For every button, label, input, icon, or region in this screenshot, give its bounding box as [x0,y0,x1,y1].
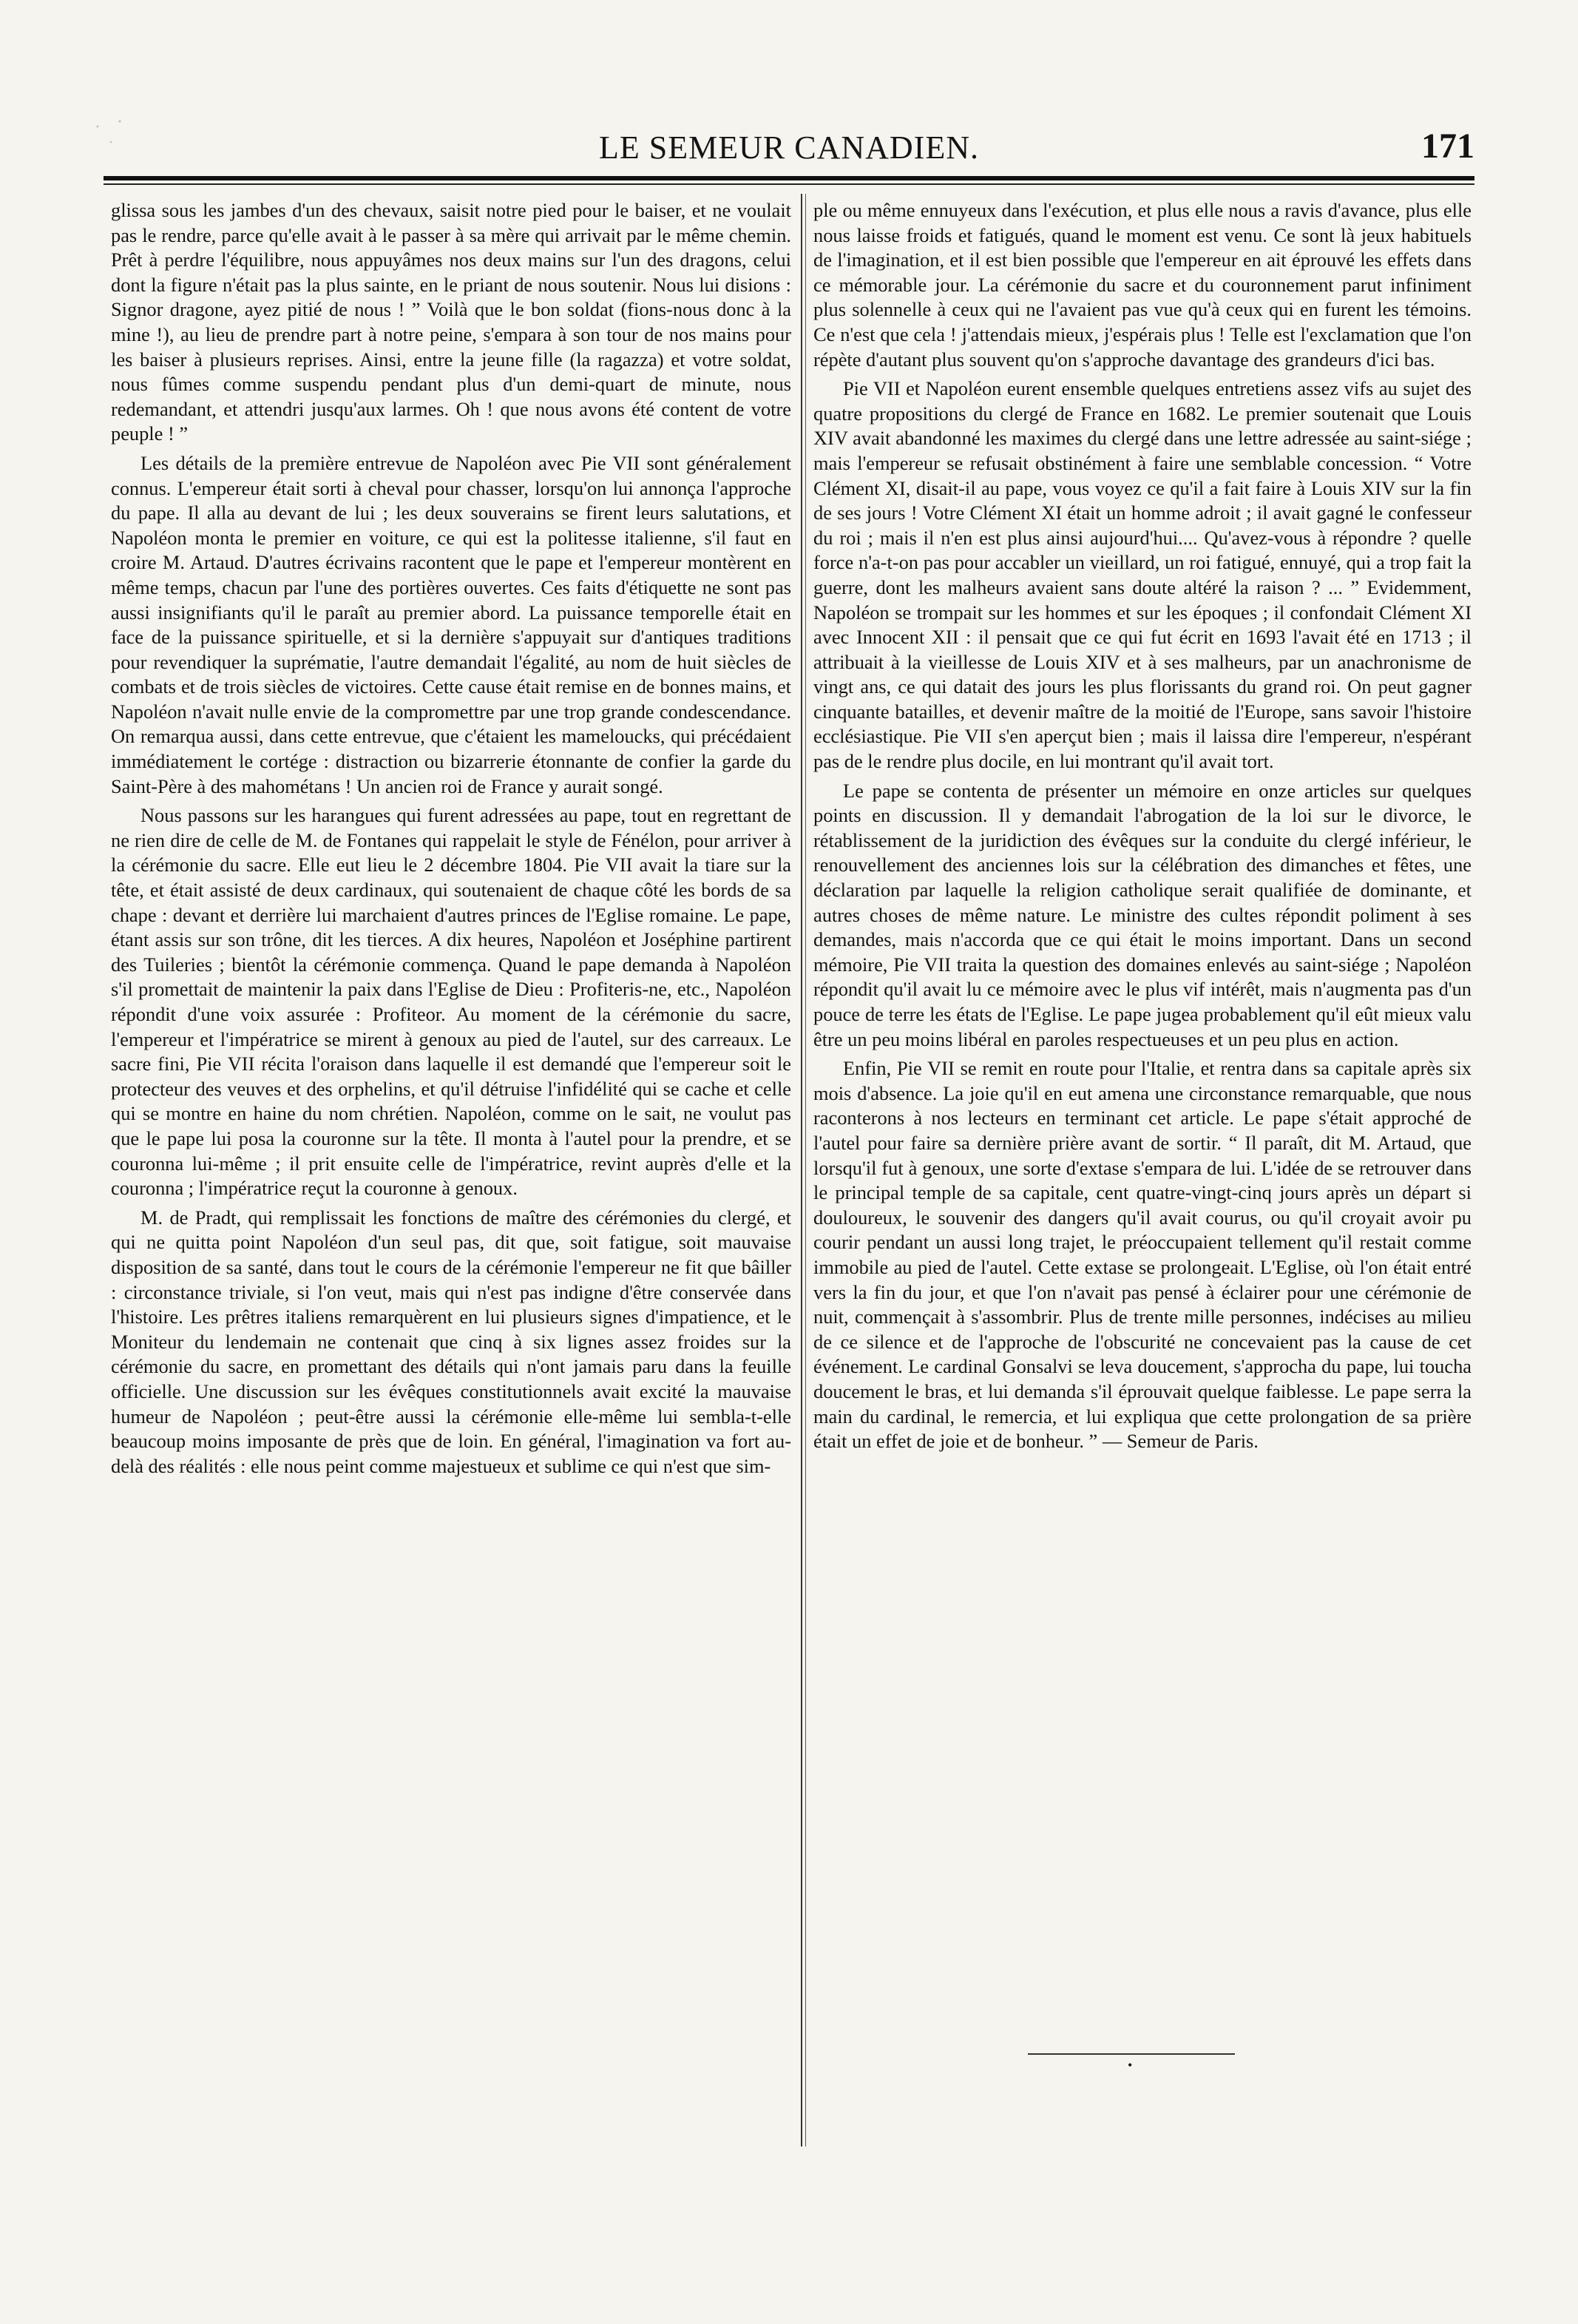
paragraph: Pie VII et Napoléon eurent ensemble quelques entretiens assez vifs au sujet des quatre propositions du clergé de France en 1682. Le premier soutenait que Louis XIV avait abandonné les maximes du clergé dans une lettre adressée au saint-siége ; mais l'empereur se refusait obstinément à faire une semblable concession. “ Votre Clément XI, disait-il au pape, vous voyez ce qu'il a fait faire à Louis XIV sur la fin de ses jours ! Votre Clément XI était un homme adroit ; il avait gagné le confesseur du roi ; mais il n'en est plus ainsi aujourd'hui.... Qu'avez-vous à répondre ? quelle force n'a-t-on pas pour accabler un vieillard, un roi fatigué, ennuyé, qui a trop fait la guerre, dont les malheurs avaient sans doute altéré la raison ? ... ” Evidemment, Napoléon se trompait sur les hommes et sur les époques ; il confondait Clément XI avec Innocent XII : il pensait que ce qui fut écrit en 1693 l'avait été en 1713 ; il attribuait à la vieillesse de Louis XIV et à ses malheurs, par un anachronisme de vingt ans, ce qui datait des jours les plus florissants du grand roi. On peut gagner cinquante batailles, et devenir maître de la moitié de l'Europe, sans savoir l'histoire ecclésiastique. Pie VII s'en aperçut bien ; mais il laissa dire l'empereur, n'espérant pas de le rendre plus docile, en lui montrant qu'il avait tort. [813,377,1472,773]
column-divider [801,194,802,2146]
page-number: 171 [1421,126,1474,166]
right-column [813,198,1472,1454]
end-of-article-dot: • [1128,2058,1133,2073]
paragraph: Le pape se contenta de présenter un mémoire en onze articles sur quelques points en discussion. Il y demandait l'abrogation de la loi sur le divorce, le rétablissement de la juridiction des évêques sur la conduite du clergé inférieur, le renouvellement des anciennes lois sur la célébration des dimanches et fêtes, une déclaration par laquelle la religion catholique serait qualifiée de dominante, et autres choses de même nature. Le ministre des cultes répondit poliment à ses demandes, mais n'accorda que ce qui était le moins important. Dans un second mémoire, Pie VII traita la question des domaines enlevés au saint-siége ; Napoléon répondit qu'il avait lu ce mémoire avec le plus vif intérêt, mais n'augmenta pas d'un pouce de terre les états de l'Eglise. Le pape jugea probablement qu'il eût mieux valu être un peu moins libéral en paroles respectueuses et un peu plus en action. [813,779,1472,1050]
paragraph: Les détails de la première entrevue de Napoléon avec Pie VII sont généralement connus. L'empereur était sorti à cheval pour chasser, lorsqu'on lui annonça l'approche du pape. Il alla au devant de lui ; les deux souverains se firent leurs salutations, et Napoléon monta le premier en voiture, ce qui est la politesse italienne, s'il faut en croire M. Artaud. D'autres écrivains racontent que le pape et l'empereur montèrent en même temps, chacun par l'une des portières ouvertes. Ces faits d'étiquette ne sont pas aussi insignifiants qu'il le paraît au premier abord. La puissance temporelle était en face de la puissance spirituelle, et si la dernière s'appuyait sur d'antiques traditions pour revendiquer la suprématie, l'autre demandait l'égalité, au nom de huit siècles de combats et de trois siècles de victoires. Cette cause était remise en de bonnes mains, et Napoléon n'avait nulle envie de la compromettre par une trop grande condescendance. On remarqua aussi, dans cette entrevue, que c'étaient les mameloucks, qui précédaient immédiatement le cortége : distraction ou bizarrerie étonnante de confier la garde du Saint-Père à des mahométans ! Un ancien roi de France y aurait songé. [111,451,791,797]
paragraph: glissa sous les jambes d'un des chevaux, saisit notre pied pour le baiser, et ne voulait pas le rendre, parce qu'elle avait à le passer à sa mère qui arrivait par le même chemin. Prêt à perdre l'équilibre, nous appuyâmes nos deux mains sur l'un des dragons, celui dont la figure n'était pas la plus sainte, en le priant de nous soutenir. Nous lui disions : Signor dragone, ayez pitié de nous ! ” Voilà que le bon soldat (fions-nous donc à la mine !), au lieu de prendre part à notre peine, s'empara à son tour de nos mains pour les baiser à plusieurs reprises. Ainsi, entre la jeune fille (la ragazza) et votre soldat, nous fûmes comme suspendu pendant plus d'un demi-quart de minute, nous redemandant, et attendri jusqu'aux larmes. Oh ! que nous avons été content de votre peuple ! ” [111,199,791,445]
column-divider-inner [805,194,806,2146]
left-column [111,198,791,1479]
paragraph: M. de Pradt, qui remplissait les fonctions de maître des cérémonies du clergé, et qui ne quitta point Napoléon d'un seul pas, dit que, soit fatigue, soit mauvaise disposition de sa santé, dans tout le cours de la cérémonie l'empereur ne fit que bâiller : circonstance triviale, si l'on veut, mais qui n'est pas indigne d'être conservée dans l'histoire. Les prêtres italiens remarquèrent en lui plusieurs signes d'impatience, et le Moniteur du lendemain ne contenait que cinq à six lignes assez froides sur la cérémonie du sacre, en promettant des détails qui n'ont jamais paru dans la feuille officielle. Une discussion sur les évêques constitutionnels avait excité la mauvaise humeur de Napoléon ; peut-être aussi la cérémonie elle-même lui sembla-t-elle beaucoup moins imposante de près que de loin. En général, l'imagination va fort au-delà des réalités : elle nous peint comme majestueux et sublime ce qui n'est que sim- [111,1206,791,1477]
paragraph: Enfin, Pie VII se remit en route pour l'Italie, et rentra dans sa capitale après six mois d'absence. La joie qu'il en eut amena une circonstance remarquable, que nous raconterons à nos lecteurs en terminant cet article. Le pape s'était approché de l'autel pour faire sa dernière prière avant de sortir. “ Il paraît, dit M. Artaud, que lorsqu'il fut à genoux, une sorte d'extase s'empara de lui. L'idée de se retrouver dans le principal temple de sa capitale, cent quatre-vingt-cinq jours après un départ si douloureux, le souvenir des dangers qu'il avait courus, ou qu'il croyait avoir pu courir pendant un aussi long trajet, le préoccupaient tellement qu'il restait comme immobile au pied de l'autel. Cette extase se prolongeait. L'Eglise, où l'on était entré vers la fin du jour, et que l'on n'avait pas pensé à éclairer pour une cérémonie de nuit, commençait à s'assombrir. Plus de trente mille personnes, indécises au milieu de ce silence et de l'approche de l'obscurité ne concevaient pas la cause de cet événement. Le cardinal Gonsalvi se leva doucement, s'approcha du pape, lui toucha doucement le bras, et lui demanda s'il éprouvait quelque faiblesse. Le pape serra la main du cardinal, le remercia, et lui expliqua que cette prolongation de sa prière était un effet de joie et de bonheur. ” — Semeur de Paris. [813,1057,1472,1453]
paragraph: Nous passons sur les harangues qui furent adressées au pape, tout en regrettant de ne rien dire de celle de M. de Fontanes qui rappelait le style de Fénélon, pour arriver à la cérémonie du sacre. Elle eut lieu le 2 décembre 1804. Pie VII avait la tiare sur la tête, et était assisté de deux cardinaux, qui soutenaient de chaque côté les bords de sa chape : devant et derrière lui marchaient d'autres princes de l'Eglise romaine. Le pape, étant assis sur son trône, dit les tierces. A dix heures, Napoléon et Joséphine partirent des Tuileries ; bientôt la cérémonie commença. Quand le pape demanda à Napoléon s'il promettait de maintenir la paix dans l'Eglise de Dieu : Profiteris-ne, etc., Napoléon répondit d'une voix assurée : Profiteor. Au moment de la cérémonie du sacre, l'empereur et l'impératrice se mirent à genoux au pied de l'autel, sur des carreaux. Le sacre fini, Pie VII récita l'oraison dans laquelle il est demandé que l'empereur soit le protecteur des veuves et des orphelins, et qu'il détruise l'infidélité qui se cache et celle qui se montre en haine du nom chrétien. Napoléon, comme on le sait, ne voulut pas que le pape lui posa la couronne sur la tête. Il monta à l'autel pour la prendre, et se couronna lui-même ; il prit ensuite celle de l'impératrice, revint auprès d'elle et la couronna ; l'impératrice reçut la couronne à genoux. [111,804,791,1200]
paragraph: ple ou même ennuyeux dans l'exécution, et plus elle nous a ravis d'avance, plus elle nous laisse froids et fatigués, quand le moment est venu. Ce sont là jeux habituels de l'imagination, et il est bien possible que l'empereur en ait éprouvé les effets dans ce mémorable jour. La cérémonie du sacre et du couronnement parut infiniment plus solennelle à ceux qui ne l'avaient pas vue qu'à ceux qui en furent les témoins. Ce n'est que cela ! j'attendais mieux, j'espérais plus ! Telle est l'exclamation que l'on répète d'autant plus souvent qu'on s'approche davantage des grandeurs d'ici bas. [813,199,1472,371]
header-rule-thick [104,176,1474,180]
newspaper-title: LE SEMEUR CANADIEN. [599,129,979,166]
page-header [104,118,1474,170]
end-of-article-rule [1028,2053,1235,2055]
header-rule-thin [104,183,1474,185]
